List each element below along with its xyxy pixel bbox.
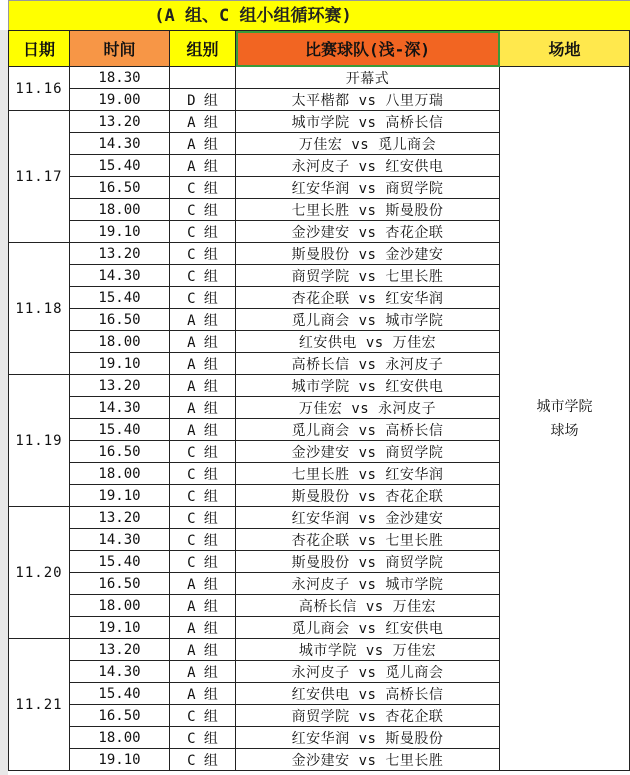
teams-cell[interactable]: 觅儿商会 vs 高桥长信 — [236, 419, 500, 441]
venue-line: 球场 — [550, 422, 579, 439]
group-cell[interactable]: C 组 — [170, 287, 236, 309]
time-cell[interactable]: 14.30 — [70, 133, 170, 155]
teams-cell[interactable]: 杏花企联 vs 红安华润 — [236, 287, 500, 309]
group-cell[interactable] — [170, 67, 236, 89]
header-time[interactable]: 时间 — [70, 31, 170, 67]
time-cell[interactable]: 18.00 — [70, 331, 170, 353]
title-fill — [497, 0, 630, 31]
time-cell[interactable]: 13.20 — [70, 375, 170, 397]
group-cell[interactable]: C 组 — [170, 727, 236, 749]
group-cell[interactable]: A 组 — [170, 397, 236, 419]
date-cell[interactable]: 11.19 — [9, 375, 70, 507]
teams-cell[interactable]: 红安供电 vs 万佳宏 — [236, 331, 500, 353]
group-cell[interactable]: C 组 — [170, 221, 236, 243]
teams-cell[interactable]: 金沙建安 vs 七里长胜 — [236, 749, 500, 771]
date-cell[interactable]: 11.21 — [9, 639, 70, 771]
teams-cell[interactable]: 红安华润 vs 金沙建安 — [236, 507, 500, 529]
teams-cell[interactable]: 斯曼股份 vs 金沙建安 — [236, 243, 500, 265]
header-date[interactable]: 日期 — [9, 31, 70, 67]
time-cell[interactable]: 16.50 — [70, 177, 170, 199]
group-cell[interactable]: C 组 — [170, 199, 236, 221]
venue-cell[interactable] — [500, 67, 630, 771]
teams-cell[interactable]: 觅儿商会 vs 红安供电 — [236, 617, 500, 639]
group-cell[interactable]: C 组 — [170, 265, 236, 287]
time-cell[interactable]: 14.30 — [70, 661, 170, 683]
date-cell[interactable]: 11.17 — [9, 111, 70, 243]
teams-cell[interactable]: 七里长胜 vs 斯曼股份 — [236, 199, 500, 221]
time-cell[interactable]: 14.30 — [70, 265, 170, 287]
group-cell[interactable]: C 组 — [170, 463, 236, 485]
group-cell[interactable]: C 组 — [170, 485, 236, 507]
table-row — [9, 67, 630, 89]
time-cell[interactable]: 13.20 — [70, 507, 170, 529]
time-cell[interactable]: 18.30 — [70, 67, 170, 89]
schedule-title: (A 组、C 组小组循环赛) — [8, 0, 498, 31]
teams-cell[interactable]: 城市学院 vs 高桥长信 — [236, 111, 500, 133]
teams-cell[interactable]: 城市学院 vs 红安供电 — [236, 375, 500, 397]
group-cell[interactable]: C 组 — [170, 529, 236, 551]
group-cell[interactable]: A 组 — [170, 309, 236, 331]
time-cell[interactable]: 18.00 — [70, 595, 170, 617]
group-cell[interactable]: A 组 — [170, 331, 236, 353]
group-cell[interactable]: C 组 — [170, 177, 236, 199]
header-row — [9, 31, 630, 67]
teams-cell[interactable]: 城市学院 vs 万佳宏 — [236, 639, 500, 661]
teams-cell[interactable]: 商贸学院 vs 杏花企联 — [236, 705, 500, 727]
group-cell[interactable]: C 组 — [170, 441, 236, 463]
teams-cell[interactable]: 斯曼股份 vs 商贸学院 — [236, 551, 500, 573]
time-cell[interactable]: 19.10 — [70, 353, 170, 375]
group-cell[interactable]: D 组 — [170, 89, 236, 111]
time-cell[interactable]: 13.20 — [70, 111, 170, 133]
time-cell[interactable]: 15.40 — [70, 551, 170, 573]
time-cell[interactable]: 16.50 — [70, 309, 170, 331]
date-cell[interactable]: 11.16 — [9, 67, 70, 111]
time-cell[interactable]: 14.30 — [70, 397, 170, 419]
time-cell[interactable]: 16.50 — [70, 441, 170, 463]
time-cell[interactable]: 18.00 — [70, 463, 170, 485]
teams-cell[interactable]: 觅儿商会 vs 城市学院 — [236, 309, 500, 331]
time-cell[interactable]: 16.50 — [70, 705, 170, 727]
teams-cell[interactable]: 万佳宏 vs 永河皮子 — [236, 397, 500, 419]
group-cell[interactable]: A 组 — [170, 155, 236, 177]
teams-cell[interactable]: 开幕式 — [236, 67, 500, 89]
schedule-table — [8, 30, 630, 771]
group-cell[interactable]: A 组 — [170, 639, 236, 661]
time-cell[interactable]: 19.10 — [70, 749, 170, 771]
time-cell[interactable]: 15.40 — [70, 155, 170, 177]
time-cell[interactable]: 15.40 — [70, 419, 170, 441]
teams-cell[interactable]: 高桥长信 vs 永河皮子 — [236, 353, 500, 375]
time-cell[interactable]: 18.00 — [70, 727, 170, 749]
teams-cell[interactable]: 商贸学院 vs 七里长胜 — [236, 265, 500, 287]
row-header-strip — [0, 30, 8, 775]
teams-cell[interactable]: 永河皮子 vs 觅儿商会 — [236, 661, 500, 683]
time-cell[interactable]: 19.10 — [70, 221, 170, 243]
date-cell[interactable]: 11.18 — [9, 243, 70, 375]
time-cell[interactable]: 19.00 — [70, 89, 170, 111]
group-cell[interactable]: A 组 — [170, 661, 236, 683]
group-cell[interactable]: A 组 — [170, 573, 236, 595]
group-cell[interactable]: A 组 — [170, 353, 236, 375]
teams-cell[interactable]: 斯曼股份 vs 杏花企联 — [236, 485, 500, 507]
header-venue[interactable]: 场地 — [500, 31, 630, 67]
group-cell[interactable]: A 组 — [170, 111, 236, 133]
schedule-body — [9, 67, 630, 771]
teams-cell[interactable]: 永河皮子 vs 红安供电 — [236, 155, 500, 177]
group-cell[interactable]: C 组 — [170, 243, 236, 265]
time-cell[interactable]: 14.30 — [70, 529, 170, 551]
group-cell[interactable]: C 组 — [170, 705, 236, 727]
teams-cell[interactable]: 红安华润 vs 商贸学院 — [236, 177, 500, 199]
venue-line: 城市学院 — [536, 398, 593, 415]
time-cell[interactable]: 13.20 — [70, 243, 170, 265]
time-cell[interactable]: 13.20 — [70, 639, 170, 661]
teams-cell[interactable]: 金沙建安 vs 杏花企联 — [236, 221, 500, 243]
time-cell[interactable]: 19.10 — [70, 617, 170, 639]
time-cell[interactable]: 18.00 — [70, 199, 170, 221]
group-cell[interactable]: A 组 — [170, 683, 236, 705]
teams-cell[interactable]: 杏花企联 vs 七里长胜 — [236, 529, 500, 551]
group-cell[interactable]: C 组 — [170, 551, 236, 573]
time-cell[interactable]: 16.50 — [70, 573, 170, 595]
time-cell[interactable]: 15.40 — [70, 287, 170, 309]
header-teams[interactable]: 比赛球队(浅-深) — [236, 31, 500, 67]
teams-cell[interactable]: 红安华润 vs 斯曼股份 — [236, 727, 500, 749]
group-cell[interactable]: C 组 — [170, 507, 236, 529]
group-cell[interactable]: A 组 — [170, 375, 236, 397]
group-cell[interactable]: A 组 — [170, 617, 236, 639]
teams-cell[interactable]: 太平楷都 vs 八里万瑞 — [236, 89, 500, 111]
header-group[interactable]: 组别 — [170, 31, 236, 67]
teams-cell[interactable]: 高桥长信 vs 万佳宏 — [236, 595, 500, 617]
teams-cell[interactable]: 七里长胜 vs 红安华润 — [236, 463, 500, 485]
teams-cell[interactable]: 永河皮子 vs 城市学院 — [236, 573, 500, 595]
group-cell[interactable]: A 组 — [170, 419, 236, 441]
teams-cell[interactable]: 金沙建安 vs 商贸学院 — [236, 441, 500, 463]
group-cell[interactable]: A 组 — [170, 595, 236, 617]
date-cell[interactable]: 11.20 — [9, 507, 70, 639]
teams-cell[interactable]: 红安供电 vs 高桥长信 — [236, 683, 500, 705]
group-cell[interactable]: A 组 — [170, 133, 236, 155]
teams-cell[interactable]: 万佳宏 vs 觅儿商会 — [236, 133, 500, 155]
time-cell[interactable]: 15.40 — [70, 683, 170, 705]
time-cell[interactable]: 19.10 — [70, 485, 170, 507]
group-cell[interactable]: C 组 — [170, 749, 236, 771]
